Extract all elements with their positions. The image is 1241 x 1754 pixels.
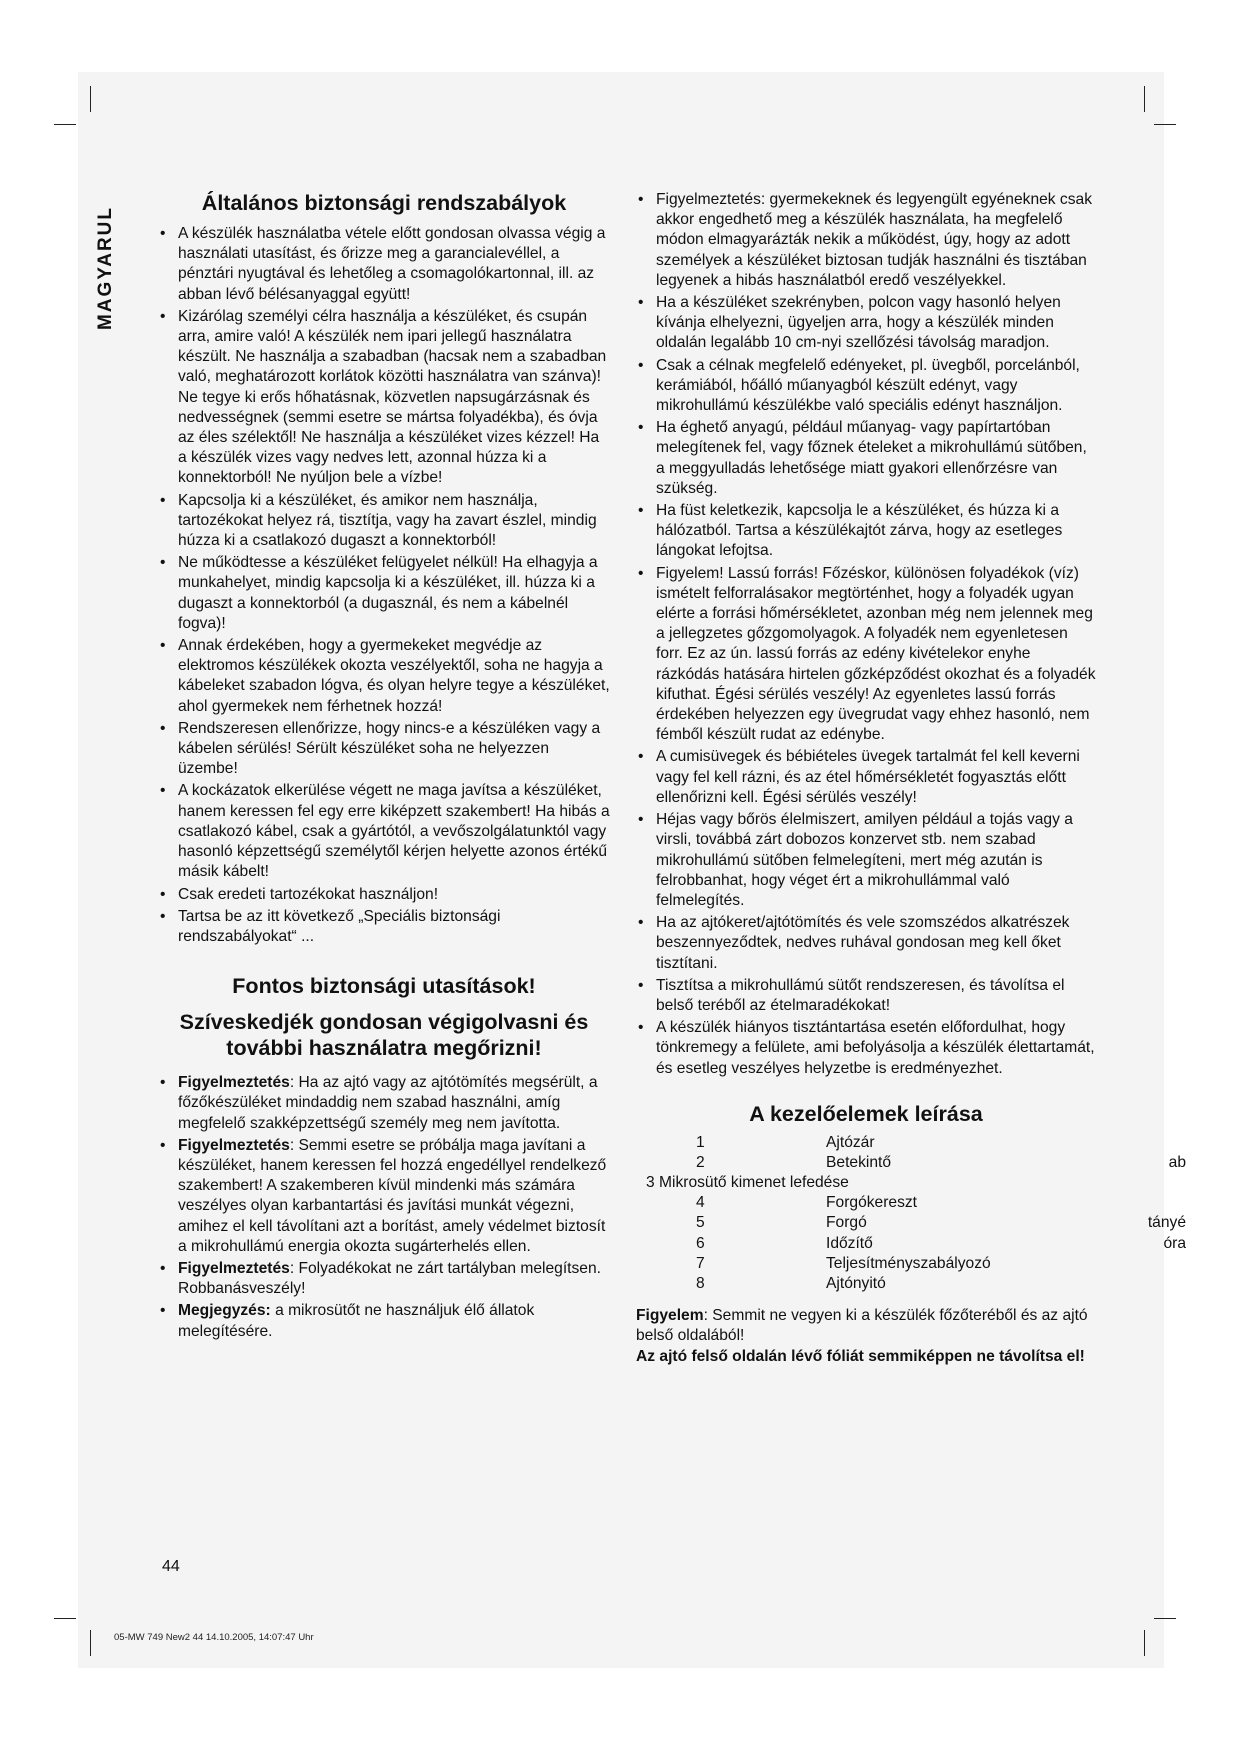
warning-item bbox=[158, 1259, 610, 1299]
warning-item bbox=[158, 1073, 610, 1134]
list-item: • Tartsa be az itt következő „Speciális biztonsági rendszabályokat“ ... bbox=[158, 907, 610, 947]
control-name: Időzítő bbox=[826, 1234, 873, 1252]
crop-mark bbox=[1154, 1618, 1176, 1619]
control-name: Ajtózár bbox=[826, 1133, 875, 1151]
language-label: MAGYARUL bbox=[95, 205, 116, 331]
general-safety-heading: Általános biztonsági rendszabályok bbox=[201, 191, 567, 215]
list-item: • Csak a célnak megfelelő edényeket, pl. üvegből, porcelánból, kerámiából, hőálló műanyagból készült edényt, vagy mikrohullámú készülékbe való speciális edényt használjon. bbox=[636, 356, 1096, 417]
foil-warning bbox=[636, 1306, 1096, 1367]
warning-item bbox=[158, 1136, 610, 1257]
warnings-list bbox=[158, 1073, 610, 1342]
crop-mark bbox=[90, 1630, 91, 1656]
warning-text: : Folyadékokat ne zárt tartályban melegítsen. Robbanásveszély! bbox=[178, 1259, 601, 1298]
specific-rules-list bbox=[636, 190, 1096, 1079]
crop-mark bbox=[1154, 124, 1176, 125]
warning-text: : Ha az ajtó vagy az ajtótömítés megsérült, a főzőkészüléket mindaddig nem szabad használni, amíg megfelelő szakképzettségű személy meg nem javította. bbox=[178, 1074, 598, 1132]
list-item: • Csak eredeti tartozékokat használjon! bbox=[158, 885, 610, 905]
control-fragment: ab bbox=[1168, 1153, 1186, 1171]
warning-label: Figyelmeztetés bbox=[178, 1136, 290, 1154]
list-item: • Figyelem! Lassú forrás! Főzéskor, különösen folyadékok (víz) ismételt felforralásakor megtörténhet, hogy a folyadék ugyan elérte a forrási hőmérsékletet, azonban még nem jelennek meg a jellegzetes gőzgomolyagok. A folyadék nem egyenletesen forr. Ez az ún. lassú forrás az edény kivételekor enyhe rázkódás hatására hirtelen gőzképződést okozhat és a folyadék kifuthat. Égési sérülés veszély! Az egyenletes lassú forrás érdekében helyezzen egy üvegrudat vagy ehhez hasonló, nem fémből készült rudat az edénybe. bbox=[636, 564, 1096, 746]
note-text: a mikrosütőt ne használjuk élő állatok melegítésére. bbox=[178, 1302, 535, 1340]
control-number: 1 bbox=[696, 1133, 705, 1151]
controls-row bbox=[636, 1193, 1096, 1213]
control-fragment: tányé bbox=[1147, 1214, 1186, 1232]
warning-item bbox=[158, 1301, 610, 1341]
control-number: 7 bbox=[696, 1254, 705, 1272]
control-name: 3 Mikrosütő kimenet lefedése bbox=[646, 1174, 849, 1192]
control-fragment: óra bbox=[1163, 1234, 1186, 1252]
crop-mark bbox=[1144, 1630, 1145, 1656]
control-number: 4 bbox=[696, 1194, 705, 1212]
list-item: • Tisztítsa a mikrohullámú sütőt rendszeresen, és távolítsa el belső teréből az ételmaradékokat! bbox=[636, 976, 1096, 1016]
list-item: • Figyelmeztetés: gyermekeknek és legyengült egyéneknek csak akkor engedhető meg a készülék használata, ha megfelelő módon elmagyarázták nekik a működést, úgy, hogy az adott személyek a készüléket biztosan tudják használni és tisztában legyenek a hibás használatból eredő veszélyekkel. bbox=[636, 190, 1096, 291]
control-number: 6 bbox=[696, 1234, 705, 1252]
crop-mark bbox=[54, 1618, 76, 1619]
important-instructions-heading: Fontos biztonsági utasítások! bbox=[232, 974, 536, 999]
warning-label: Figyelmeztetés bbox=[178, 1074, 290, 1092]
list-item: • Rendszeresen ellenőrizze, hogy nincs-e a készüléken vagy a kábelen sérülés! Sérült készüléket soha ne helyezzen üzembe! bbox=[158, 719, 610, 780]
list-item: • Ne működtesse a készüléket felügyelet nélkül! Ha elhagyja a munkahelyet, mindig kapcsolja ki a készüléket, ill. húzza ki a dugaszt a konnektorból (a dugasznál, és nem a kábelnél fogva)! bbox=[158, 553, 610, 634]
warning-label: Figyelmeztetés bbox=[178, 1259, 290, 1277]
control-number: 8 bbox=[696, 1275, 705, 1293]
warning-label: Figyelem bbox=[636, 1307, 704, 1325]
list-item: • A cumisüvegek és bébiételes üvegek tartalmát fel kell keverni vagy fel kell rázni, és az étel hőmérsékletét fogyasztás előtt ellenőrizni kell. Égési sérülés veszély! bbox=[636, 747, 1096, 808]
list-item: • Ha füst keletkezik, kapcsolja le a készüléket, és húzza ki a hálózatból. Tartsa a készülékajtót zárva, hogy az esetleges lángokat lefojtsa. bbox=[636, 501, 1096, 562]
control-number: 2 bbox=[696, 1153, 705, 1171]
list-item: • Annak érdekében, hogy a gyermekeket megvédje az elektromos készülékek okozta veszélyektől, soha ne hagyja a kábeleket szabadon lógva, és olyan helyre tegye a készüléket, ahol gyermekek nem férhetnek hozzá! bbox=[158, 636, 610, 717]
read-carefully-heading: Szíveskedjék gondosan végigolvasni és további használatra megőrizni! bbox=[179, 1010, 589, 1061]
controls-list bbox=[636, 1133, 1186, 1295]
crop-mark bbox=[54, 124, 76, 125]
controls-row bbox=[636, 1213, 1186, 1233]
list-item: • Héjas vagy bőrös élelmiszert, amilyen például a tojás vagy a virsli, továbbá zárt dobozos konzervet stb. nem szabad mikrohullámú sütőben felmelegíteni, mert még azután is felrobbanhat, hogy véget ért a mikrohullámmal való felmelegítés. bbox=[636, 810, 1096, 911]
control-name: Forgó bbox=[826, 1214, 867, 1232]
print-footer: 05-MW 749 New2 44 14.10.2005, 14:07:47 Uhr bbox=[114, 1632, 314, 1643]
control-name: Betekintő bbox=[826, 1153, 892, 1171]
list-item: • A kockázatok elkerülése végett ne maga javítsa a készüléket, hanem keressen fel egy erre kiképzett szakembert! Ha hibás a csatlakozó kábel, csak a gyártótól, a vevőszolgálatunktól vagy hasonló képzettségű személytől kérjen helyette azonos értékű másik kábelt! bbox=[158, 781, 610, 882]
controls-row bbox=[636, 1274, 1096, 1294]
list-item: • Kizárólag személyi célra használja a készüléket, és csupán arra, amire való! A készülék nem ipari jellegű használatra készült. Ne használja a szabadban (hacsak nem a szabadban való, meghatározott korlátok közötti használatra van szánva)! Ne tegye ki erős hőhatásnak, közvetlen napsugárzásnak és nedvességnek (semmi esetre se mártsa folyadékba), és óvja az éles szélektől! Ne használja a készüléket vizes kézzel! Ha a készülék vizes vagy nedves lett, azonnal húzza ki a konnektorból! Ne nyúljon bele a vízbe! bbox=[158, 307, 610, 489]
control-name: Ajtónyitó bbox=[826, 1275, 886, 1293]
list-item: • Ha a készüléket szekrényben, polcon vagy hasonló helyen kívánja elhelyezni, ügyeljen arra, hogy a készülék minden oldalán legalább 10 cm-nyi szellőzési távolság maradjon. bbox=[636, 293, 1096, 354]
controls-row bbox=[636, 1254, 1096, 1274]
warning-text: : Semmi esetre se próbálja maga javítani a készüléket, hanem keressen fel hozzá engedéllyel rendelkező szakembert! A szakemberen kívül mindenki más számára veszélyes olyan karbantartási és javítási munkát végezni, amihez el kell távolítani azt a borítást, amely védelmet biztosít a mikrohullámú energia okozta sugárterhelés ellen. bbox=[178, 1136, 607, 1255]
control-number: 5 bbox=[696, 1214, 705, 1232]
warning-bold-text: Az ajtó felső oldalán lévő fóliát semmiképpen ne távolítsa el! bbox=[636, 1347, 1085, 1365]
control-name: Teljesítményszabályozó bbox=[826, 1254, 991, 1272]
crop-mark bbox=[1144, 86, 1145, 112]
controls-row bbox=[636, 1173, 1096, 1193]
list-item: • A készülék hiányos tisztántartása esetén előfordulhat, hogy tönkremegy a felülete, ami befolyásolja a készülék élettartamát, és esetleg veszélyes helyzetbe is eredményezhet. bbox=[636, 1018, 1096, 1079]
list-item: • Kapcsolja ki a készüléket, és amikor nem használja, tartozékokat helyez rá, tisztítja, vagy ha zavart észlel, mindig húzza ki a csatlakozó dugaszt a konnektorból! bbox=[158, 491, 610, 552]
right-column bbox=[636, 190, 1186, 1367]
control-name: Forgókereszt bbox=[826, 1194, 917, 1212]
controls-row bbox=[636, 1153, 1186, 1173]
warning-text: : Semmit ne vegyen ki a készülék főzőteréből és az ajtó belső oldalából! bbox=[636, 1307, 1088, 1345]
list-item: • Ha az ajtókeret/ajtótömítés és vele szomszédos alkatrészek beszennyeződtek, nedves ruhával gondosan meg kell őket tisztítani. bbox=[636, 913, 1096, 974]
list-item: • A készülék használatba vétele előtt gondosan olvassa végig a használati utasítást, és őrizze meg a garancialevéllel, a pénztári nyugtával és lehetőleg a csomagolókartonnal, ill. az abban lévő bélésanyaggal együtt! bbox=[158, 224, 610, 305]
warning-paragraph bbox=[636, 1306, 1096, 1346]
page-number: 44 bbox=[162, 1558, 180, 1575]
crop-mark bbox=[90, 86, 91, 112]
controls-heading: A kezelőelemek leírása bbox=[749, 1101, 983, 1126]
general-rules-list bbox=[158, 224, 610, 947]
list-item: • Ha éghető anyagú, például műanyag- vagy papírtartóban melegítenek fel, vagy főznek ételeket a mikrohullámú sütőben, a meggyulladás lehetősége miatt gyakori ellenőrzésre van szükség. bbox=[636, 418, 1096, 499]
left-column bbox=[158, 190, 610, 1344]
controls-row bbox=[636, 1234, 1186, 1254]
controls-row bbox=[636, 1133, 1096, 1153]
note-label: Megjegyzés: bbox=[178, 1302, 271, 1320]
